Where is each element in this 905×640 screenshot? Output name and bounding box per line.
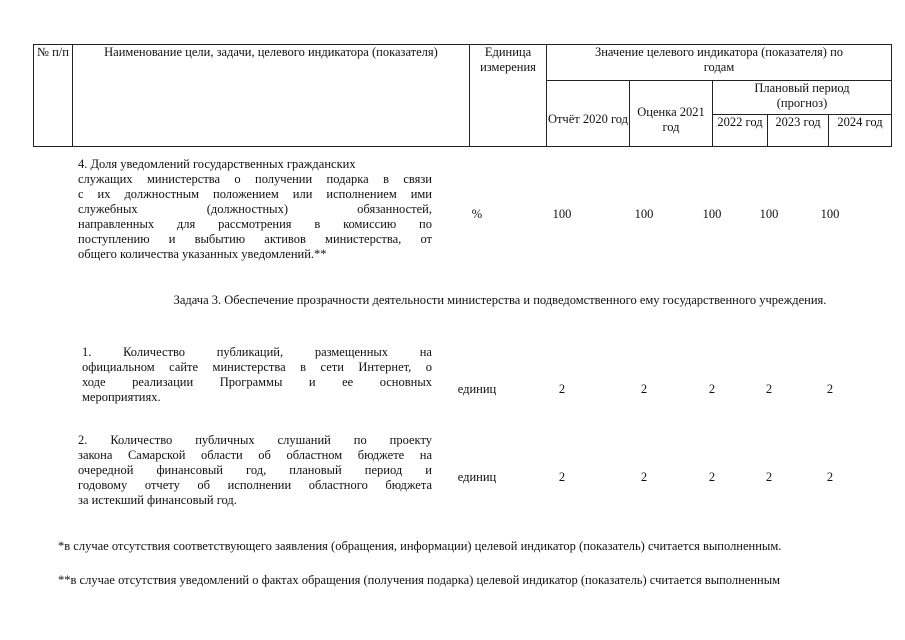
value-2021: 2 (640, 470, 648, 484)
header-unit: Единица измерения (470, 45, 547, 147)
table-row (0, 433, 905, 518)
header-value-title: Значение целевого индикатора (показателя) по годам (547, 45, 892, 81)
table-header (33, 44, 892, 147)
value-2022: 2 (708, 382, 716, 396)
table-row (0, 157, 905, 277)
header-name: Наименование цели, задачи, целевого индикатора (показателя) (73, 45, 470, 147)
row-unit: единиц (457, 382, 497, 396)
header-report: Отчёт 2020 год (547, 81, 630, 147)
value-2023: 2 (765, 470, 773, 484)
value-2022: 2 (708, 470, 716, 484)
value-2024: 2 (826, 470, 834, 484)
value-2021: 100 (634, 207, 654, 221)
value-2024: 2 (826, 382, 834, 396)
header-2022: 2022 год (713, 115, 768, 147)
value-2023: 2 (765, 382, 773, 396)
row-unit: % (471, 207, 483, 221)
row-unit: единиц (457, 470, 497, 484)
task-heading: Задача 3. Обеспечение прозрачности деятельности министерства и подведомственного ему государственного учреждения. (173, 293, 827, 307)
header-estimate: Оценка 2021 год (630, 81, 713, 147)
value-2022: 100 (702, 207, 722, 221)
header-2023: 2023 год (768, 115, 829, 147)
footnote-1: *в случае отсутствия соответствующего заявления (обращения, информации) целевой индикатор (показатель) считается выполненным. (58, 539, 782, 553)
value-2020: 100 (552, 207, 572, 221)
value-2020: 2 (558, 470, 566, 484)
row-description: 2. Количество публичных слушаний по проекту закона Самарской области об областном бюджете на очередной финансовый год, плановый период и годовому отчету об исполнении областного бюджета за истекший финансовый год. (78, 433, 432, 507)
row-description: 1. Количество публикаций, размещенных на официальном сайте министерства в сети Интернет, о ходе реализации Программы и ее основных мероприятиях. (82, 345, 432, 404)
header-num: № п/п (34, 45, 73, 147)
value-2020: 2 (558, 382, 566, 396)
header-2024: 2024 год (829, 115, 892, 147)
table-row (0, 345, 905, 415)
value-2023: 100 (759, 207, 779, 221)
header-planned: Плановый период (прогноз) (713, 81, 892, 115)
value-2024: 100 (820, 207, 840, 221)
value-2021: 2 (640, 382, 648, 396)
footnote-2: **в случае отсутствия уведомлений о фактах обращения (получения подарка) целевой индикатор (показатель) считается выполненным (58, 573, 781, 587)
row-description: 4. Доля уведомлений государственных гражданских служащих министерства о получении подарка в связи с их должностным положением или исполнением ими служебных (должностных) обязанностей, направленных для рассмотрения в комиссию по поступлению и выбытию активов министерства, от общего количества указанных уведомлений.** (78, 157, 432, 261)
